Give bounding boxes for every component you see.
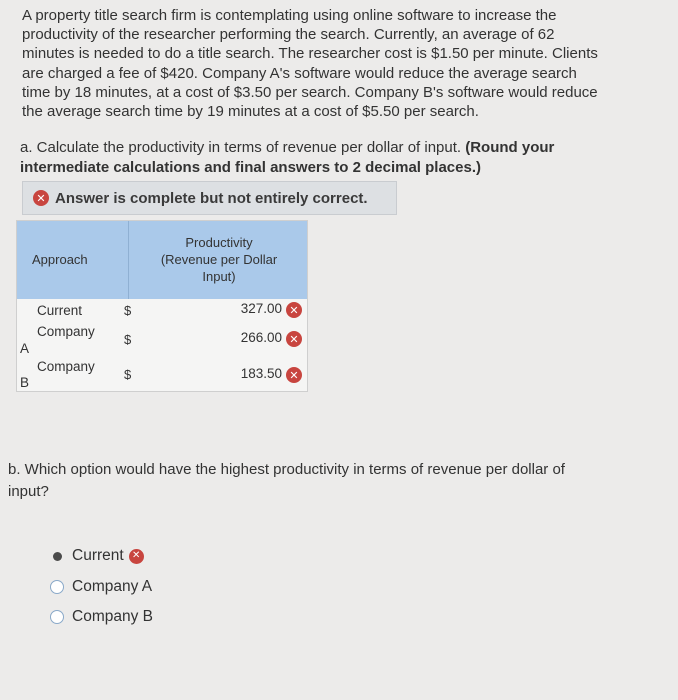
header-approach: Approach bbox=[32, 252, 88, 267]
part-a-question bbox=[20, 138, 640, 177]
value-company-a[interactable]: 266.00 bbox=[240, 330, 282, 345]
incorrect-icon: ✕ bbox=[286, 331, 302, 347]
row-label-company-b-suffix: B bbox=[20, 375, 30, 390]
part-a-question-text: a. Calculate the productivity in terms of revenue per dollar of input. bbox=[20, 139, 466, 156]
option-label: Company A bbox=[72, 578, 153, 595]
part-a-instruction: (Round your bbox=[465, 139, 555, 156]
header-productivity-line1: Productivity bbox=[185, 235, 253, 250]
option-label: Company B bbox=[72, 608, 153, 625]
problem-line: time by 18 minutes, at a cost of $3.50 per search. Company B's software would reduce bbox=[22, 83, 598, 101]
part-a-instruction-continued: intermediate calculations and final answers to 2 decimal places.) bbox=[20, 158, 481, 176]
radio-icon[interactable] bbox=[50, 610, 64, 624]
problem-line: A property title search firm is contemplating using online software to increase the bbox=[22, 7, 557, 24]
part-b-line2: input? bbox=[8, 483, 49, 500]
incorrect-icon: ✕ bbox=[129, 549, 144, 564]
banner-text: Answer is complete but not entirely correct. bbox=[55, 189, 368, 207]
answer-status-banner bbox=[22, 181, 397, 215]
row-label-company-a-suffix: A bbox=[20, 341, 30, 356]
currency-symbol: $ bbox=[124, 332, 132, 347]
part-b-question bbox=[8, 459, 668, 503]
option-company-a[interactable] bbox=[50, 578, 152, 596]
incorrect-icon: ✕ bbox=[286, 367, 302, 383]
option-company-b[interactable] bbox=[50, 608, 153, 626]
radio-icon[interactable] bbox=[50, 580, 64, 594]
row-label-current: Current bbox=[37, 303, 83, 318]
header-productivity-line2: (Revenue per Dollar bbox=[160, 252, 278, 267]
option-current[interactable] bbox=[50, 547, 144, 565]
currency-symbol: $ bbox=[124, 367, 132, 382]
answer-table bbox=[16, 220, 308, 392]
problem-line: minutes is needed to do a title search. The researcher cost is $1.50 per minute. Clients bbox=[22, 45, 598, 63]
value-company-b[interactable]: 183.50 bbox=[240, 366, 282, 381]
problem-line: the average search time by 19 minutes at a cost of $5.50 per search. bbox=[22, 103, 479, 121]
problem-line: productivity of the researcher performing the search. Currently, an average of 62 bbox=[22, 26, 555, 44]
value-current[interactable]: 327.00 bbox=[240, 301, 282, 316]
incorrect-icon: ✕ bbox=[286, 302, 302, 318]
x-circle-icon: ✕ bbox=[33, 190, 49, 206]
row-label-company-b: Company bbox=[37, 359, 95, 374]
row-label-company-a: Company bbox=[37, 324, 95, 339]
header-productivity bbox=[129, 234, 309, 285]
table-header bbox=[17, 221, 307, 299]
radio-selected-icon[interactable] bbox=[50, 549, 64, 563]
part-b-line1: b. Which option would have the highest productivity in terms of revenue per dollar of bbox=[8, 461, 565, 478]
problem-statement bbox=[22, 6, 654, 121]
option-label: Current bbox=[72, 547, 124, 564]
currency-symbol: $ bbox=[124, 303, 132, 318]
problem-line: are charged a fee of $420. Company A's software would reduce the average search bbox=[22, 64, 577, 82]
header-productivity-line3: Input) bbox=[202, 269, 236, 284]
